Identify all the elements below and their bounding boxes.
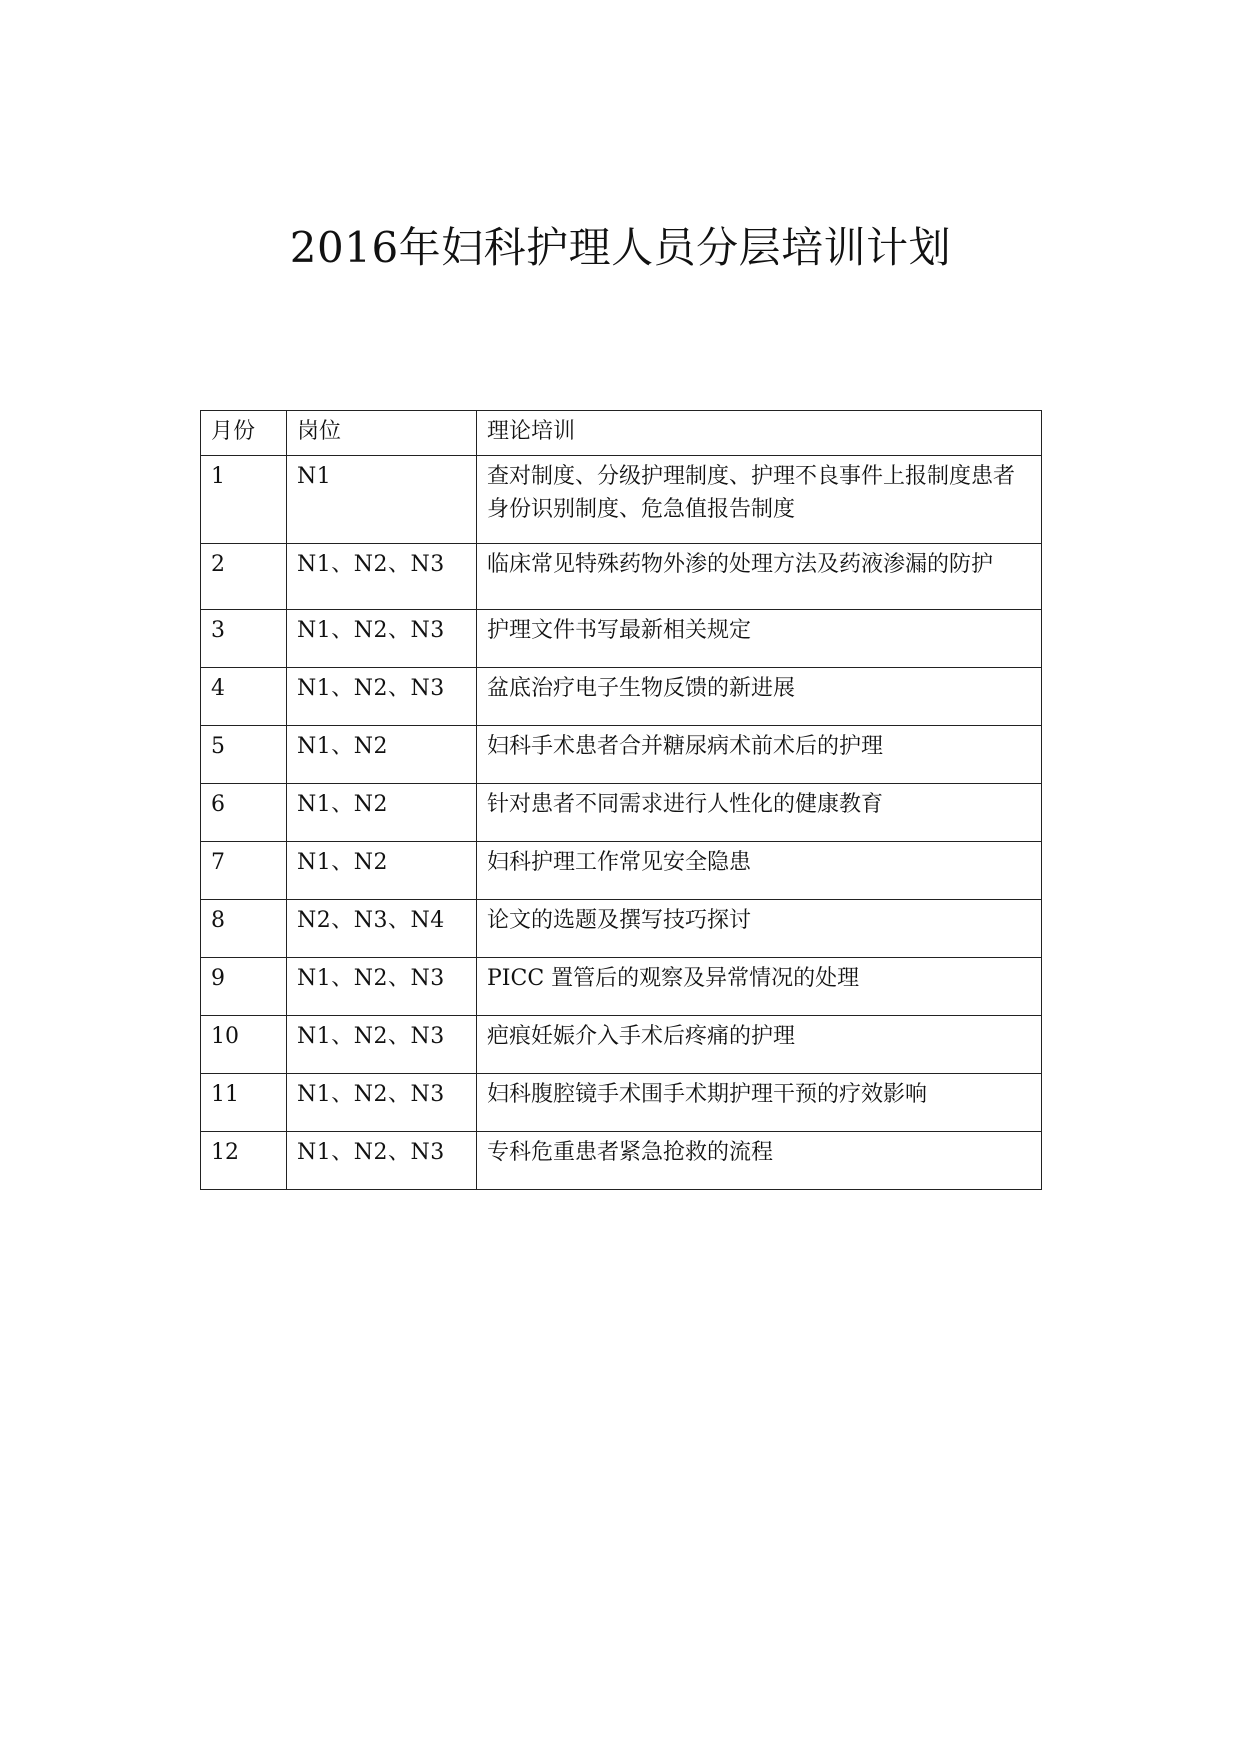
- page-title: 2016年妇科护理人员分层培训计划: [289, 223, 952, 272]
- header-post: 岗位: [287, 411, 477, 456]
- table-row: [201, 668, 1042, 726]
- training-plan-table: [200, 410, 1042, 1190]
- month-cell: 6: [201, 784, 287, 842]
- post-cell: N2、N3、N4: [287, 900, 477, 958]
- post-cell: N1、N2、N3: [287, 958, 477, 1016]
- month-cell: 1: [201, 456, 287, 544]
- month-cell: 3: [201, 610, 287, 668]
- post-cell: N1、N2: [287, 726, 477, 784]
- topic-cell: 妇科腹腔镜手术围手术期护理干预的疗效影响: [477, 1074, 1042, 1132]
- post-cell: N1、N2、N3: [287, 1074, 477, 1132]
- topic-cell: 妇科护理工作常见安全隐患: [477, 842, 1042, 900]
- header-month: 月份: [201, 411, 287, 456]
- post-cell: N1、N2: [287, 784, 477, 842]
- table-row: [201, 544, 1042, 610]
- table-row: [201, 958, 1042, 1016]
- topic-cell: 专科危重患者紧急抢救的流程: [477, 1132, 1042, 1190]
- topic-cell: 针对患者不同需求进行人性化的健康教育: [477, 784, 1042, 842]
- table-row: [201, 1016, 1042, 1074]
- month-cell: 9: [201, 958, 287, 1016]
- topic-cell: 论文的选题及撰写技巧探讨: [477, 900, 1042, 958]
- topic-cell: 疤痕妊娠介入手术后疼痛的护理: [477, 1016, 1042, 1074]
- month-cell: 10: [201, 1016, 287, 1074]
- post-cell: N1、N2、N3: [287, 610, 477, 668]
- table-row: [201, 1132, 1042, 1190]
- month-cell: 4: [201, 668, 287, 726]
- month-cell: 5: [201, 726, 287, 784]
- table-row: [201, 726, 1042, 784]
- month-cell: 7: [201, 842, 287, 900]
- post-cell: N1、N2、N3: [287, 668, 477, 726]
- table-row: [201, 610, 1042, 668]
- topic-cell: 查对制度、分级护理制度、护理不良事件上报制度患者身份识别制度、危急值报告制度: [477, 456, 1042, 544]
- table-header-row: [201, 411, 1042, 456]
- table-row: [201, 900, 1042, 958]
- topic-cell: 妇科手术患者合并糖尿病术前术后的护理: [477, 726, 1042, 784]
- month-cell: 2: [201, 544, 287, 610]
- post-cell: N1、N2、N3: [287, 1016, 477, 1074]
- topic-cell: PICC 置管后的观察及异常情况的处理: [477, 958, 1042, 1016]
- table-row: [201, 1074, 1042, 1132]
- post-cell: N1: [287, 456, 477, 544]
- table-row: [201, 784, 1042, 842]
- post-cell: N1、N2、N3: [287, 544, 477, 610]
- topic-cell: 护理文件书写最新相关规定: [477, 610, 1042, 668]
- month-cell: 8: [201, 900, 287, 958]
- post-cell: N1、N2、N3: [287, 1132, 477, 1190]
- month-cell: 12: [201, 1132, 287, 1190]
- table-row: [201, 456, 1042, 544]
- topic-cell: 盆底治疗电子生物反馈的新进展: [477, 668, 1042, 726]
- header-topic: 理论培训: [477, 411, 1042, 456]
- post-cell: N1、N2: [287, 842, 477, 900]
- topic-cell: 临床常见特殊药物外渗的处理方法及药液渗漏的防护: [477, 544, 1042, 610]
- table-row: [201, 842, 1042, 900]
- month-cell: 11: [201, 1074, 287, 1132]
